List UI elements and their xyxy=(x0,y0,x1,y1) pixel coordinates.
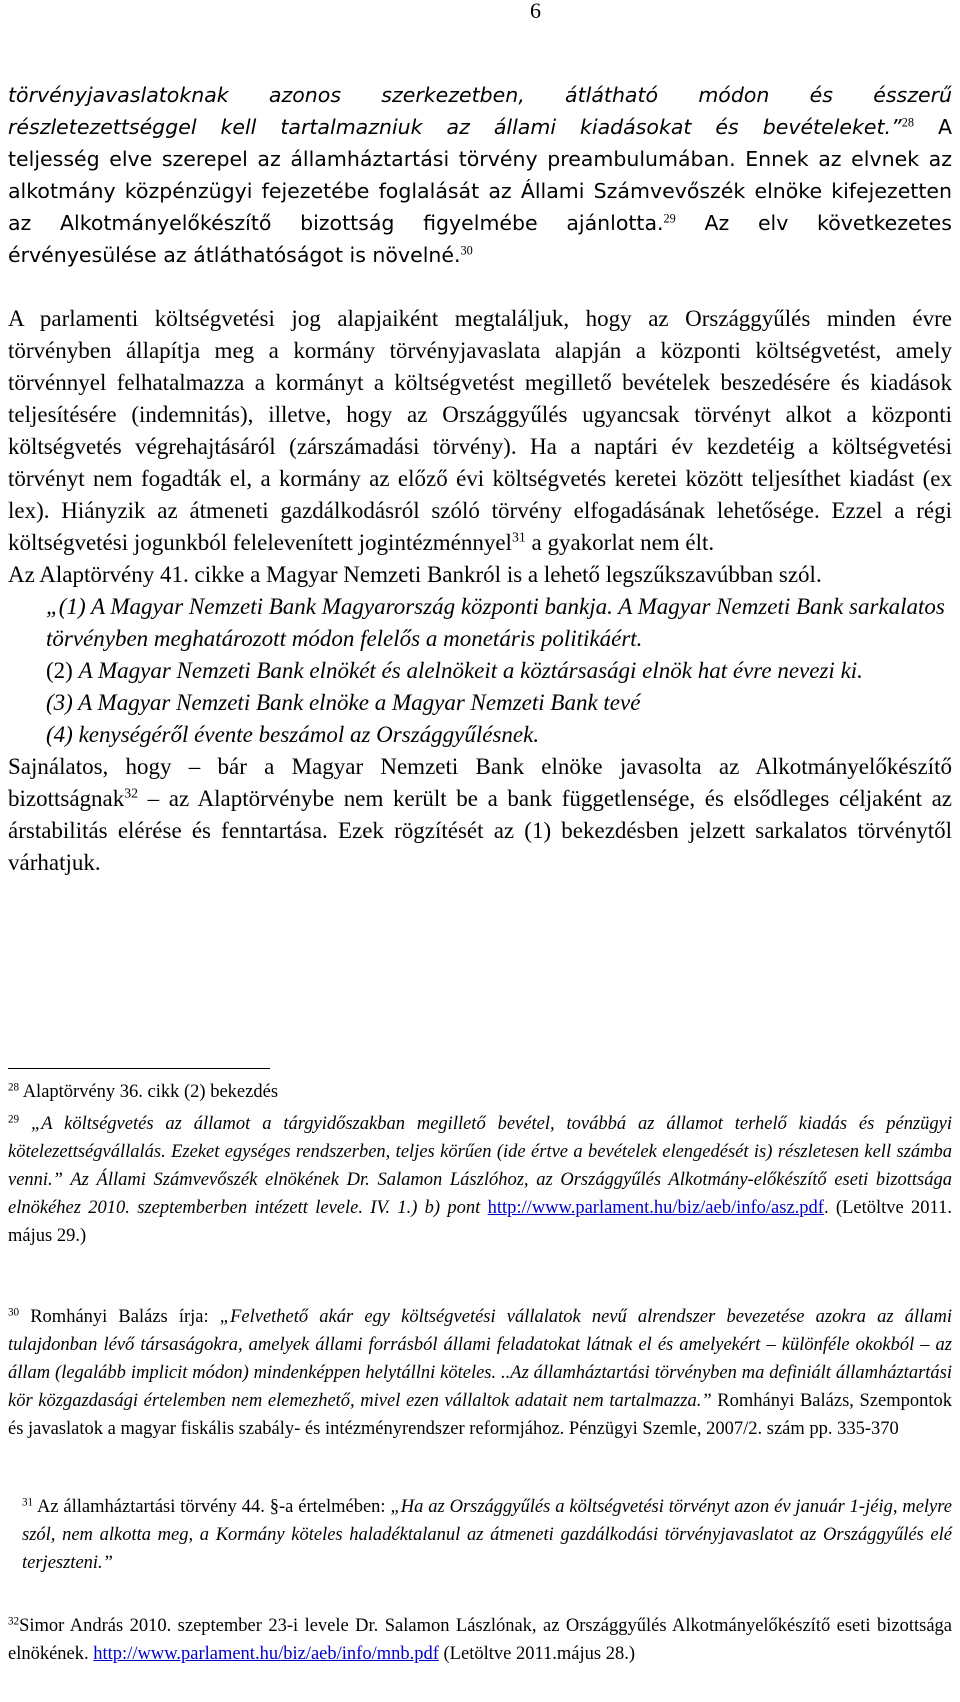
footnote-31-quote: „Ha az Országgyűlés a költségvetési törvényt azon év január 1-jéig, melyre szól, nem alkotta meg, a Kormány köteles haladéktalanul az átmeneti gazdálkodási törvényjavaslatot az Országgyűlés elé terjeszteni.” xyxy=(22,1497,952,1573)
footnote-29-number: 29 xyxy=(8,1113,20,1126)
lead-line-1: törvényjavaslatoknak azonos szerkezetben, átlátható módon és ésszerű xyxy=(8,83,952,107)
footnote-separator xyxy=(8,1068,270,1069)
footnote-28-text: Alaptörvény 36. cikk (2) bekezdés xyxy=(19,1082,279,1102)
footnote-ref-31: 31 xyxy=(511,529,526,545)
footnote-28 xyxy=(8,1078,952,1106)
paragraph-budget-law xyxy=(8,303,952,559)
lead-line-2 xyxy=(8,111,952,143)
footnote-ref-29: 29 xyxy=(663,211,676,226)
footnote-28-number: 28 xyxy=(8,1081,20,1094)
footnote-ref-32: 32 xyxy=(124,785,139,801)
paragraph-mnb-independence xyxy=(8,751,952,879)
footnote-32 xyxy=(8,1612,952,1668)
footnote-32-tail: (Letöltve 2011.május 28.) xyxy=(438,1644,635,1664)
lead-body xyxy=(8,143,952,271)
quote-item-2-text: A Magyar Nemzeti Bank elnökét és alelnökeit a köztársasági elnök hat évre nevezi ki. xyxy=(78,658,863,683)
footnote-29-tail: . (Letöltve 2011. május 29.) xyxy=(8,1198,952,1246)
footnote-30 xyxy=(8,1303,952,1443)
page-number: 6 xyxy=(530,0,541,23)
quote-item-4: (4) kenységéről évente beszámol az Országgyűlésnek. xyxy=(46,722,540,747)
lead-body-tail: Az elv következetes érvényesülése az átláthatóságot is növelné. xyxy=(8,211,952,267)
footnote-31-number: 31 xyxy=(22,1496,34,1509)
footnote-32-link[interactable]: http://www.parlament.hu/biz/aeb/info/mnb.pdf xyxy=(93,1644,439,1664)
footnote-30-number: 30 xyxy=(8,1306,20,1319)
footnote-32-text: Simor András 2010. szeptember 23-i levele Dr. Salamon Lászlónak, az Országgyűlés Alkotmányelőkészítő eseti bizottsága elnökének. xyxy=(8,1616,952,1664)
footnote-ref-30: 30 xyxy=(460,243,473,258)
footnote-31-intro: Az államháztartási törvény 44. §-a értelmében: xyxy=(33,1497,391,1517)
lead-body-text: teljesség elve szerepel az államháztartási törvény preambulumában. Ennek az elvnek az alkotmány közpénzügyi fejezetébe foglalását az Állami Számvevőszék elnöke kifejezetten az Alkotmányelőkészítő bizottság figyelmébe ajánlotta. xyxy=(8,147,952,235)
quote-item-2-number: (2) xyxy=(46,658,79,683)
paragraph-mnb-text: Sajnálatos, hogy – bár a Magyar Nemzeti Bank elnöke javasolta az Alkotmányelőkészítő bizottságnak xyxy=(8,754,952,811)
paragraph-mnb-tail: – az Alaptörvénybe nem került be a bank függetlensége, és elsődleges céljaként az árstabilitás elérése és fenntartása. Ezek rögzítését az (1) bekezdésben jelzett sarkalatos törvénytől várhatjuk. xyxy=(8,786,952,875)
footnote-31 xyxy=(8,1493,952,1577)
lead-line-2-tail: A xyxy=(913,115,952,139)
quote-item-3: (3) A Magyar Nemzeti Bank elnöke a Magyar Nemzeti Bank tevé xyxy=(46,690,641,715)
lead-paragraph xyxy=(8,79,952,271)
footnote-29 xyxy=(8,1110,952,1250)
footnote-29-text: „A költségvetés az államot a tárgyidőszakban megillető bevétel, továbbá az államot terhelő kiadás és pénzügyi kötelezettségvállalás. Ezeket egységes rendszerben, teljes körűen (ide értve a bevételek elengedését is) részletesen kell számba venni.” Az Állami Számvevőszék elnökének Dr. Salamon Lászlóhoz, az Országgyűlés Alkotmány-előkészítő eseti bizottsága elnökéhez 2010. szeptemberben intézett levele. IV. 1.) b) pont xyxy=(8,1114,952,1218)
footnote-ref-28: 28 xyxy=(901,115,914,130)
main-text xyxy=(8,303,952,879)
lead-quote-end: részletezettséggel kell tartalmazniuk az állami kiadásokat és bevételeket.” xyxy=(8,115,902,139)
paragraph-alaptorveny-41: Az Alaptörvény 41. cikke a Magyar Nemzeti Bankról is a lehető legszűkszavúbban szól. xyxy=(8,562,822,587)
footnote-29-link[interactable]: http://www.parlament.hu/biz/aeb/info/asz.pdf xyxy=(487,1198,824,1218)
footnote-30-quote: „Felvethető akár egy költségvetési vállalatok nevű alrendszer bevezetése azokra az állami tulajdonban lévő társaságokra, amelyek állami forrásból állami feladatokat látnak el és amelyekért – különféle okokból – az állam (legalább implicit módon) mindenképpen helytállni köteles. ..Az államháztartási törvényben ma definiált államháztartási kör közgazdasági értelemben nem elemezhető, mivel ezen vállaltok adatait nem tartalmazza.” xyxy=(8,1307,952,1411)
quote-item-1: „(1) A Magyar Nemzeti Bank Magyarország központi bankja. A Magyar Nemzeti Bank sarkalatos törvényben meghatározott módon felelős a monetáris politikáért. xyxy=(46,594,945,651)
paragraph-budget-law-tail: a gyakorlat nem élt. xyxy=(525,530,715,555)
footnote-30-intro: Romhányi Balázs írja: xyxy=(19,1307,220,1327)
quote-item-2 xyxy=(46,655,952,687)
paragraph-budget-law-text: A parlamenti költségvetési jog alapjaiként megtaláljuk, hogy az Országgyűlés minden évre törvényben állapítja meg a kormány törvényjavaslata alapján a központi költségvetést, amely törvénnyel felhatalmazza a kormányt a költségvetést megillető bevételek beszedésére és kiadások teljesítésére (indemnitás), illetve, hogy az Országgyűlés ugyancsak törvényt alkot a központi költségvetés végrehajtásáról (zárszámadási törvény). Ha a naptári év kezdetéig a költségvetési törvényt nem fogadták el, a kormány az előző évi költségvetés keretei között teljesíthet kiadást (ex lex). Hiányzik az átmeneti gazdálkodásról szóló törvény elfogadásának lehetősége. Ezzel a régi költségvetési jogunkból felelevenített jogintézménnyel xyxy=(8,306,952,555)
footnote-32-number: 32 xyxy=(8,1615,20,1628)
footnote-30-source: Romhányi Balázs, Szempontok és javaslatok a magyar fiskális szabály- és intézményrendszer reformjához. Pénzügyi Szemle, 2007/2. szám pp. 335-370 xyxy=(8,1391,953,1439)
